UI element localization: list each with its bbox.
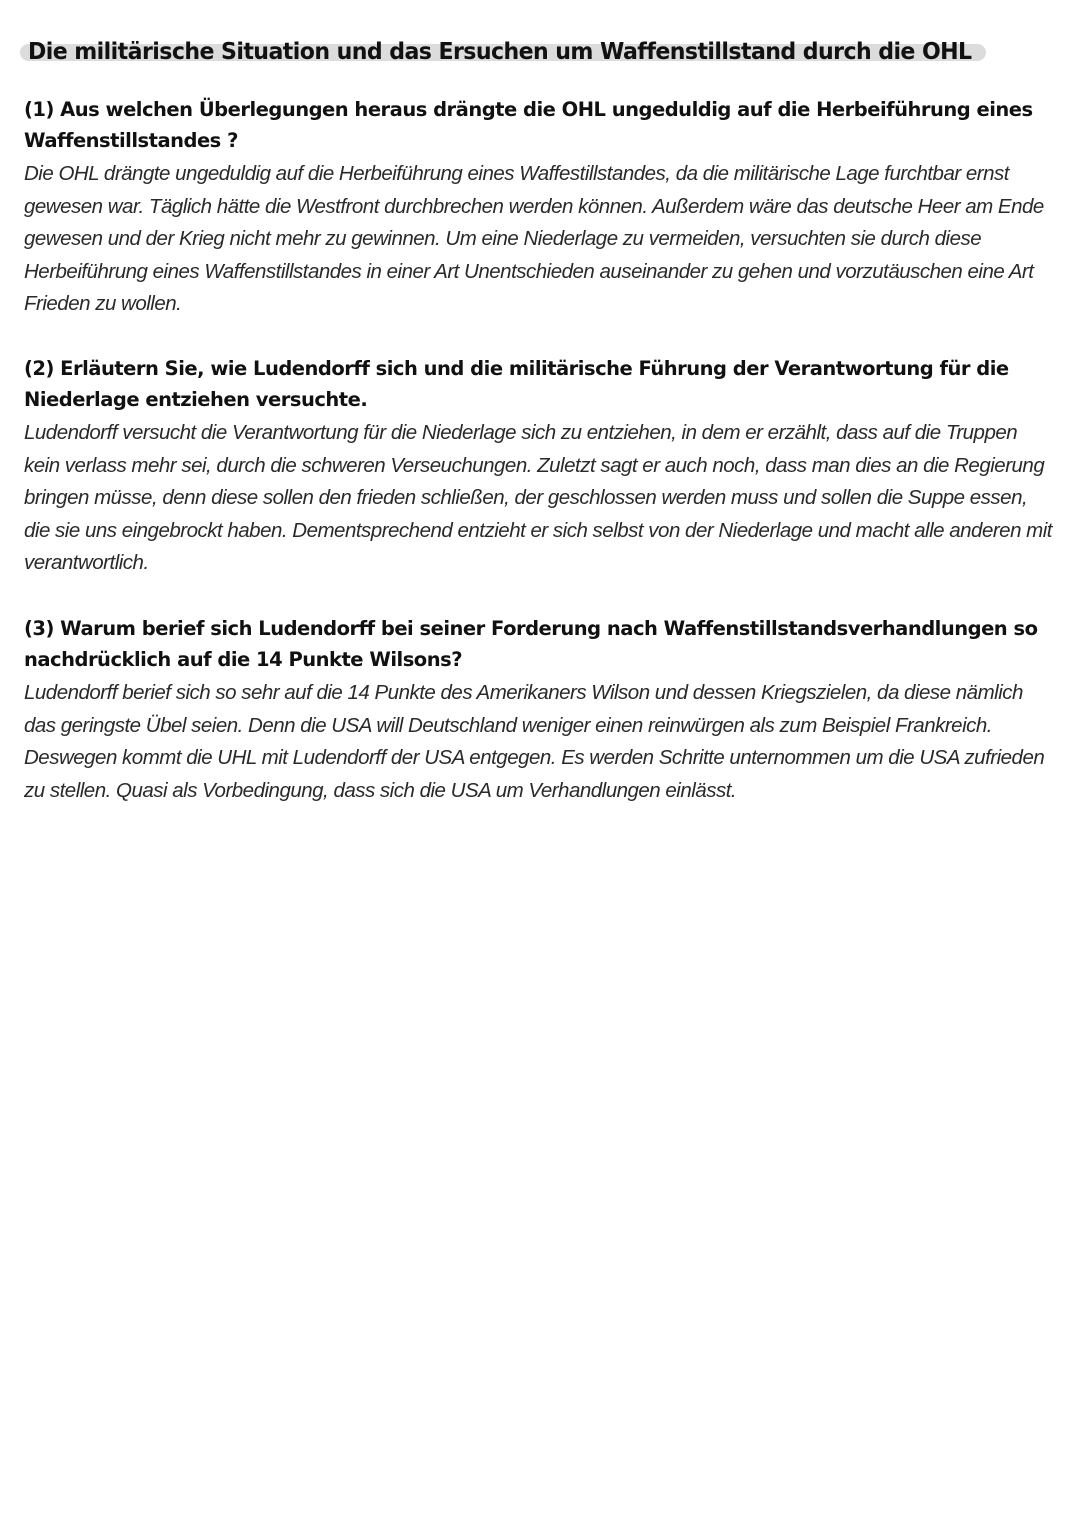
question-2-heading: (2) Erläutern Sie, wie Ludendorff sich und die militärische Führung der Verantwortung für die Niederlage entziehen versuchte. <box>24 357 1009 411</box>
answer-1-text: Die OHL drängte ungeduldig auf die Herbeiführung eines Waffestillstandes, da die militärische Lage furchtbar ernst gewesen war. Täglich hätte die Westfront durchbrechen werden können. Außerdem wäre das deutsche Heer am Ende gewesen und der Krieg nicht mehr zu gewinnen. Um eine Niederlage zu vermeiden, versuchten sie durch diese Herbeiführung eines Waffenstillstandes in einer Art Unentschieden auseinander zu gehen und vorzutäuschen eine Art Frieden zu wollen. <box>24 162 1044 315</box>
question-section-2 <box>24 353 1054 580</box>
question-section-1 <box>24 94 1054 321</box>
title-block <box>20 32 988 72</box>
answer-2-text: Ludendorff versucht die Verantwortung für die Niederlage sich zu entziehen, in dem er erzählt, dass auf die Truppen kein verlass mehr sei, durch die schweren Verseuchungen. Zuletzt sagt er auch noch, dass man dies an die Regierung bringen müsse, denn diese sollen den frieden schließen, der geschlossen werden muss und sollen die Suppe essen, die sie uns eingebrockt haben. Dementsprechend entzieht er sich selbst von der Niederlage und macht alle anderen mit verantwortlich. <box>24 421 1052 574</box>
answer-3-text: Ludendorff berief sich so sehr auf die 14 Punkte des Amerikaners Wilson und dessen Kriegszielen, da diese nämlich das geringste Übel seien. Denn die USA will Deutschland weniger einen reinwürgen als zum Beispiel Frankreich. Deswegen kommt die UHL mit Ludendorff der USA entgegen. Es werden Schritte unternommen um die USA zufrieden zu stellen. Quasi als Vorbedingung, dass sich die USA um Verhandlungen einlässt. <box>24 681 1045 802</box>
question-section-3 <box>24 613 1054 807</box>
question-1-heading: (1) Aus welchen Überlegungen heraus drängte die OHL ungeduldig auf die Herbeiführung eines Waffenstillstandes ? <box>24 98 1033 152</box>
page-title: Die militärische Situation und das Ersuchen um Waffenstillstand durch die OHL <box>28 39 972 65</box>
question-3-heading: (3) Warum berief sich Ludendorff bei seiner Forderung nach Waffenstillstandsverhandlungen so nachdrücklich auf die 14 Punkte Wilsons? <box>24 617 1038 671</box>
